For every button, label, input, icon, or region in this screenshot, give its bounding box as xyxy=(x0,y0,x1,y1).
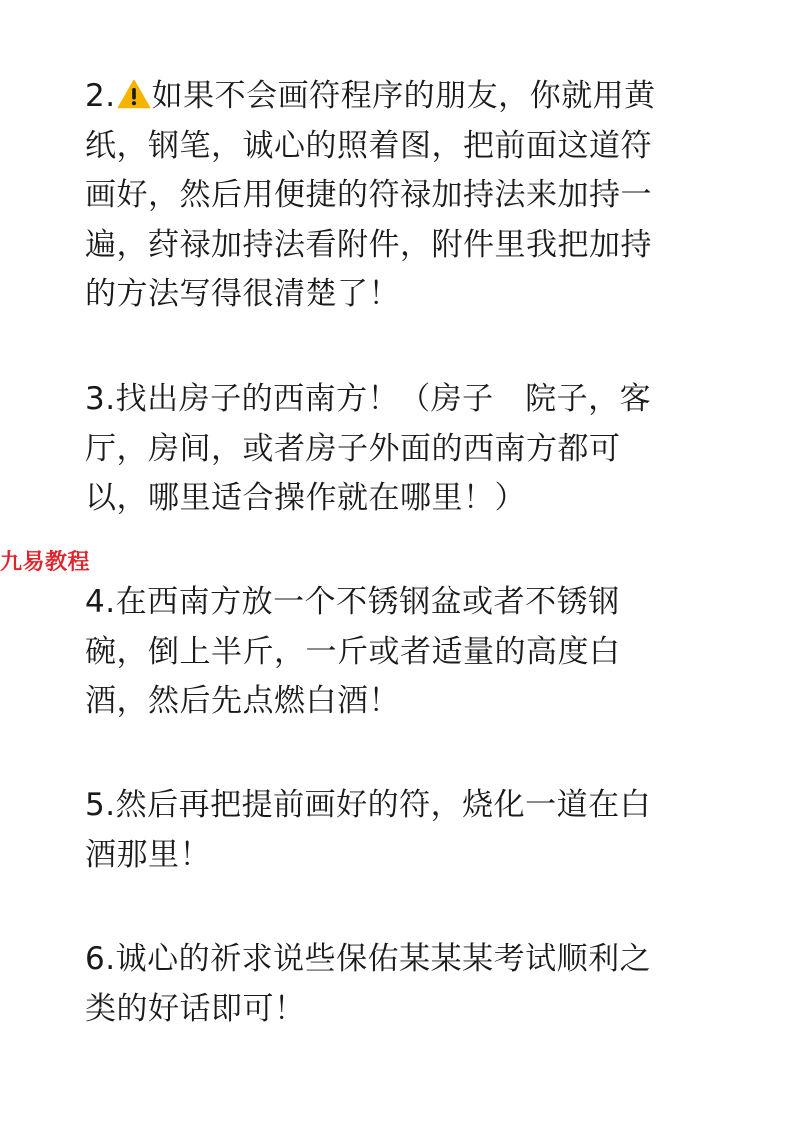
paragraph-step-4 xyxy=(85,578,705,727)
paragraph-step-5 xyxy=(85,781,705,880)
paragraph-line: 6.诚心的祈求说些保佑某某某考试顺利之 xyxy=(85,941,652,977)
paragraph-step-2 xyxy=(85,72,705,320)
paragraph-line: 5.然后再把提前画好的符，烧化一道在白 xyxy=(85,787,652,823)
paragraph-line: 类的好话即可！ xyxy=(85,990,306,1027)
source-label: 九易教程 xyxy=(0,550,91,575)
paragraph-line: 遍，荮禄加持法看附件，附件里我把加持 xyxy=(85,226,652,263)
paragraph-line xyxy=(85,72,705,122)
paragraph-line: 碗，倒上半斤，一斤或者适量的高度白 xyxy=(85,633,621,670)
step-number: 2. xyxy=(85,78,116,114)
warning-icon xyxy=(117,79,151,109)
paragraph-line: 的方法写得很清楚了！ xyxy=(85,276,400,312)
paragraph-line: 3.找出房子的西南方！（房子 院子，客 xyxy=(85,381,652,417)
paragraph-line-text: 如果不会画符程序的朋友，你就用黄 xyxy=(151,78,656,114)
paragraph-step-3 xyxy=(85,375,705,524)
paragraph-line: 以，哪里适合操作就在哪里！） xyxy=(85,480,526,516)
paragraph-line: 酒那里！ xyxy=(85,836,211,873)
paragraph-line: 厅，房间，或者房子外面的西南方都可 xyxy=(85,430,621,467)
paragraph-step-6 xyxy=(85,935,705,1034)
paragraph-line: 4.在西南方放一个不锈钢盆或者不锈钢 xyxy=(85,584,620,620)
paragraph-line: 纸，钢笔，诚心的照着图，把前面这道符 xyxy=(85,127,652,164)
paragraph-line: 画好，然后用便捷的符禄加持法来加持一 xyxy=(85,177,652,213)
paragraph-line: 酒，然后先点燃白酒！ xyxy=(85,683,400,719)
